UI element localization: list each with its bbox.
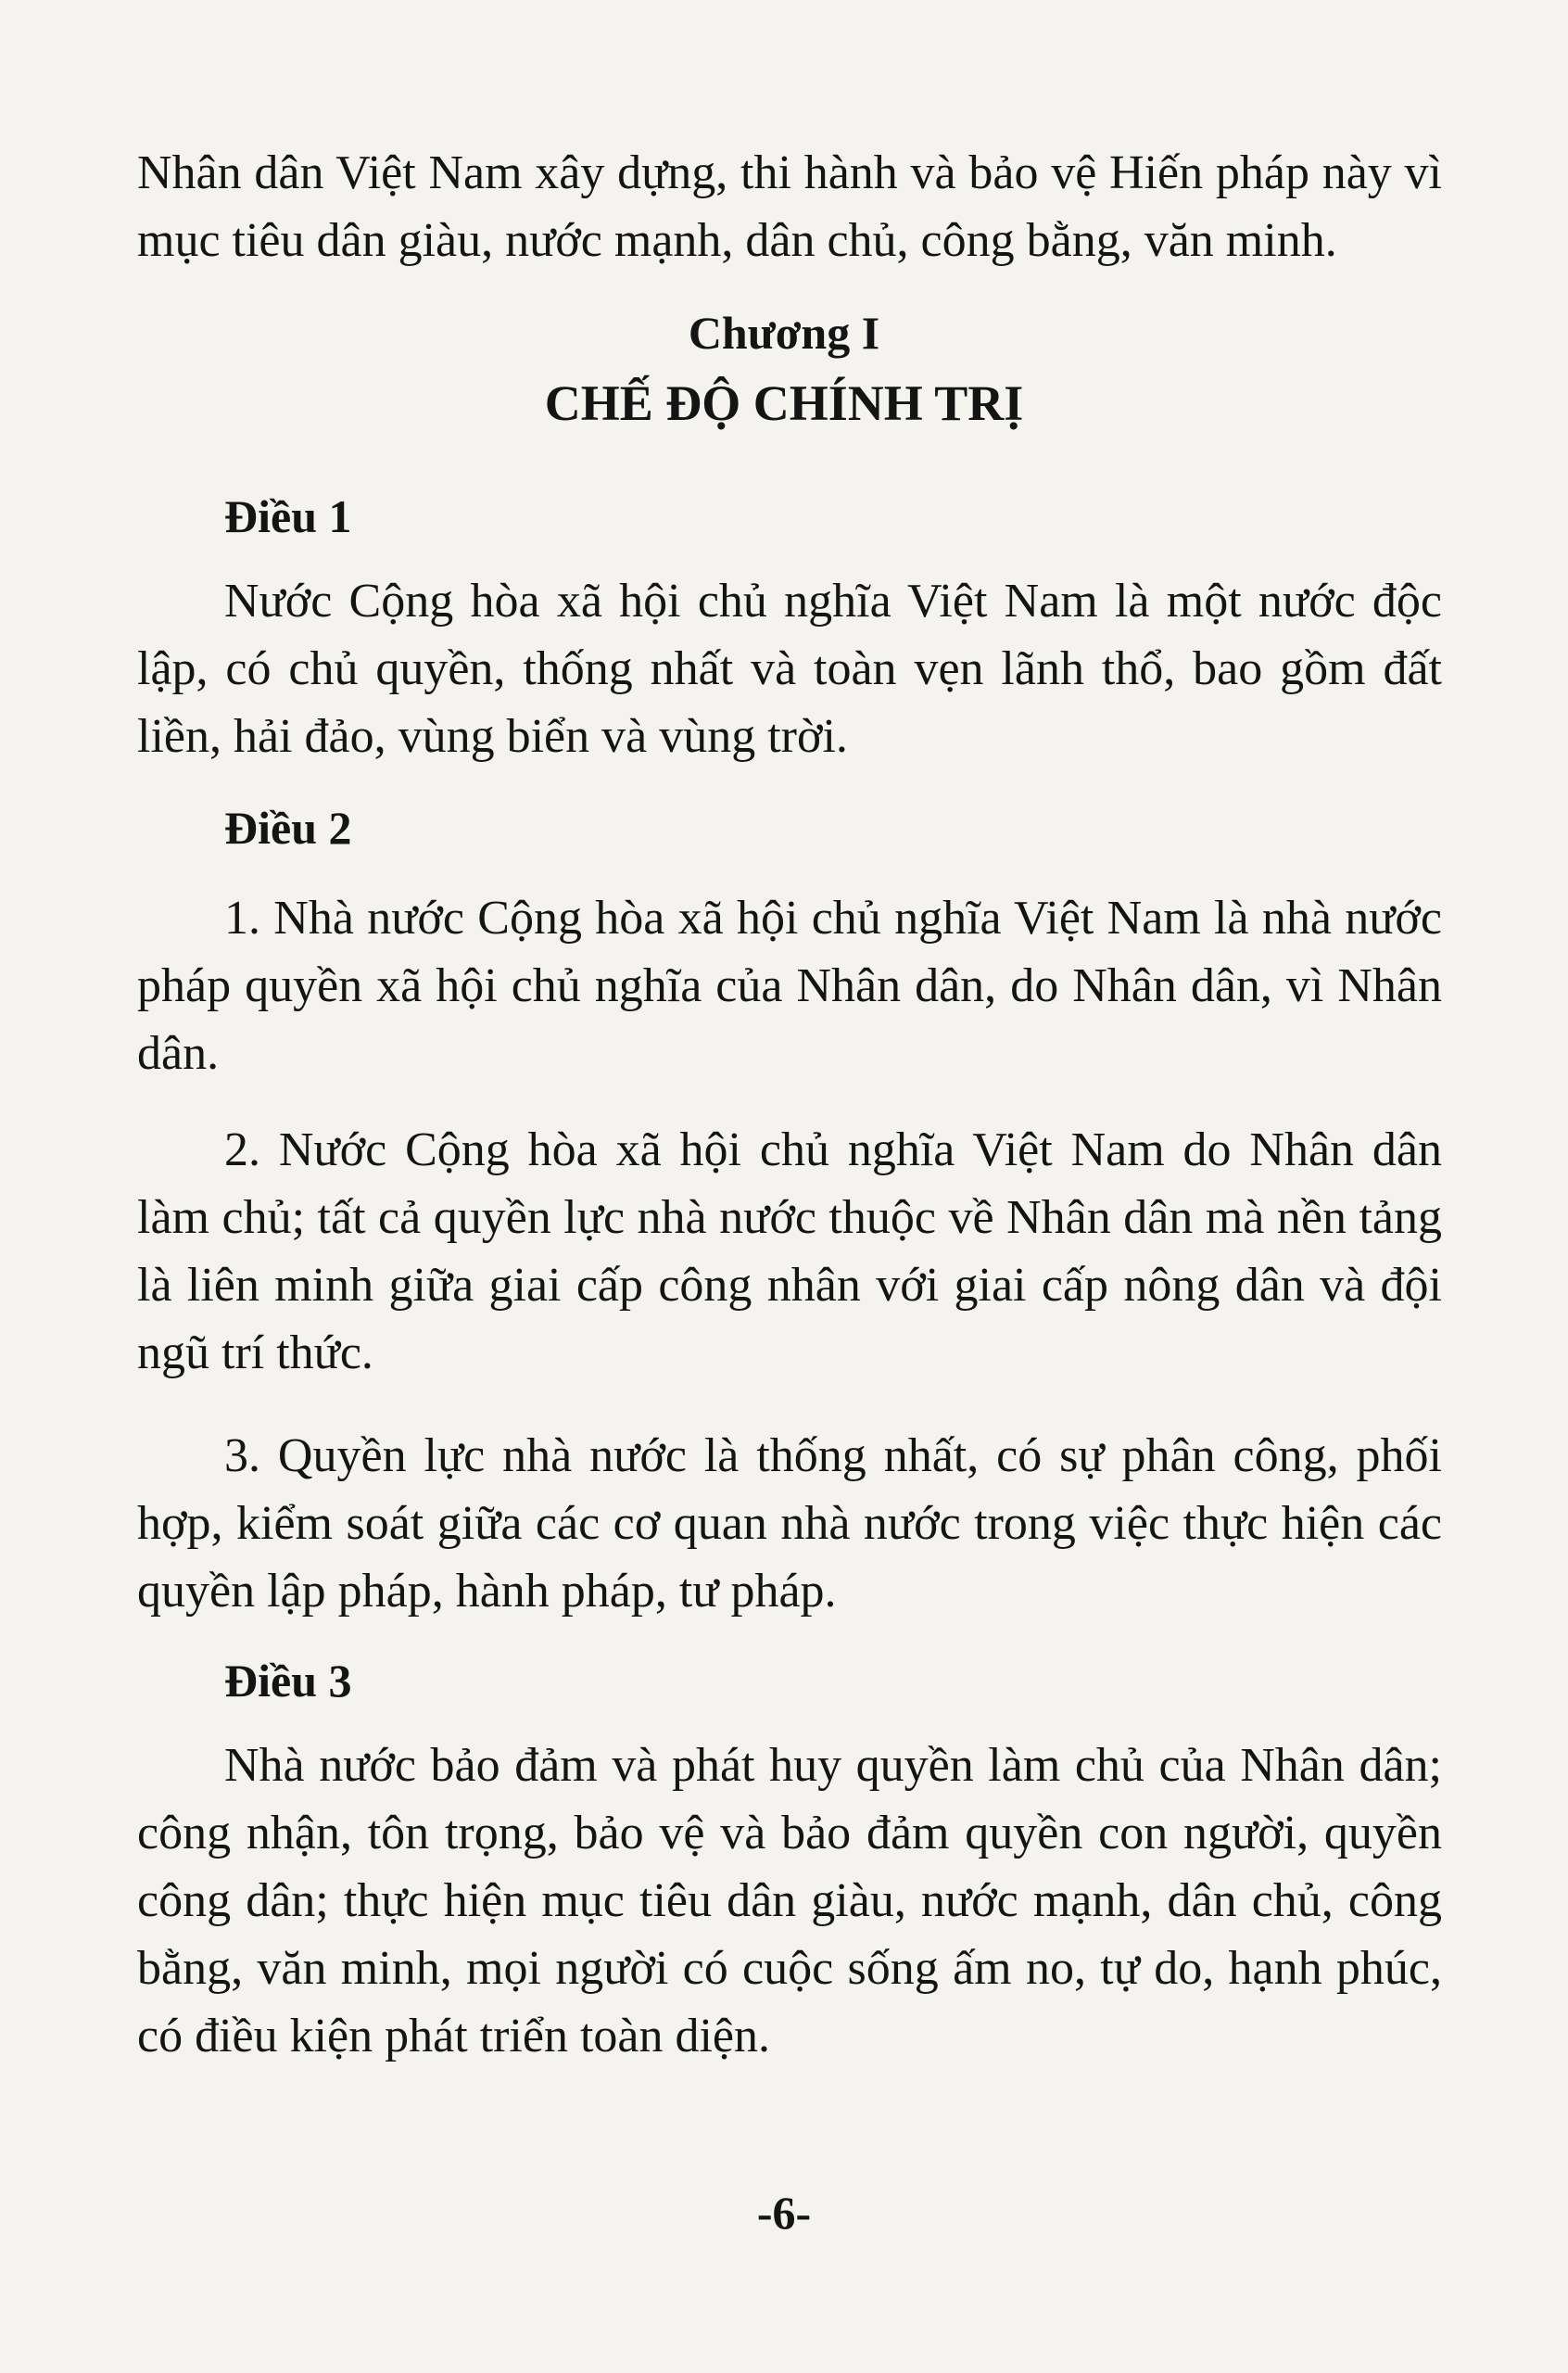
chapter-number: Chương I	[688, 307, 880, 359]
article-paragraph: Nhà nước bảo đảm và phát huy quyền làm chủ của Nhân dân; công nhận, tôn trọng, bảo vệ và bảo đảm quyền con người, quyền công dân; thực hiện mục tiêu dân giàu, nước mạnh, dân chủ, công bằng, văn minh, mọi người có cuộc sống ấm no, tự do, hạnh phúc, có điều kiện phát triển toàn diện.	[137, 1739, 1442, 2062]
article-clause: 1. Nhà nước Cộng hòa xã hội chủ nghĩa Việt Nam là nhà nước pháp quyền xã hội chủ nghĩa của Nhân dân, do Nhân dân, vì Nhân dân.	[137, 892, 1442, 1080]
article-heading: Điều 2	[224, 802, 352, 854]
article-heading: Điều 3	[224, 1655, 352, 1707]
article-heading: Điều 1	[224, 490, 352, 542]
preamble-paragraph: Nhân dân Việt Nam xây dựng, thi hành và bảo vệ Hiến pháp này vì mục tiêu dân giàu, nước mạnh, dân chủ, công bằng, văn minh.	[137, 146, 1442, 267]
chapter-title: CHẾ ĐỘ CHÍNH TRỊ	[544, 375, 1024, 431]
article-clause: 2. Nước Cộng hòa xã hội chủ nghĩa Việt Nam do Nhân dân làm chủ; tất cả quyền lực nhà nước thuộc về Nhân dân mà nền tảng là liên minh giữa giai cấp công nhân với giai cấp nông dân và đội ngũ trí thức.	[137, 1123, 1442, 1379]
article-paragraph: Nước Cộng hòa xã hội chủ nghĩa Việt Nam là một nước độc lập, có chủ quyền, thống nhất và toàn vẹn lãnh thổ, bao gồm đất liền, hải đảo, vùng biển và vùng trời.	[137, 575, 1442, 763]
page-number: -6-	[756, 2187, 812, 2239]
article-clause: 3. Quyền lực nhà nước là thống nhất, có sự phân công, phối hợp, kiểm soát giữa các cơ quan nhà nước trong việc thực hiện các quyền lập pháp, hành pháp, tư pháp.	[137, 1429, 1442, 1618]
